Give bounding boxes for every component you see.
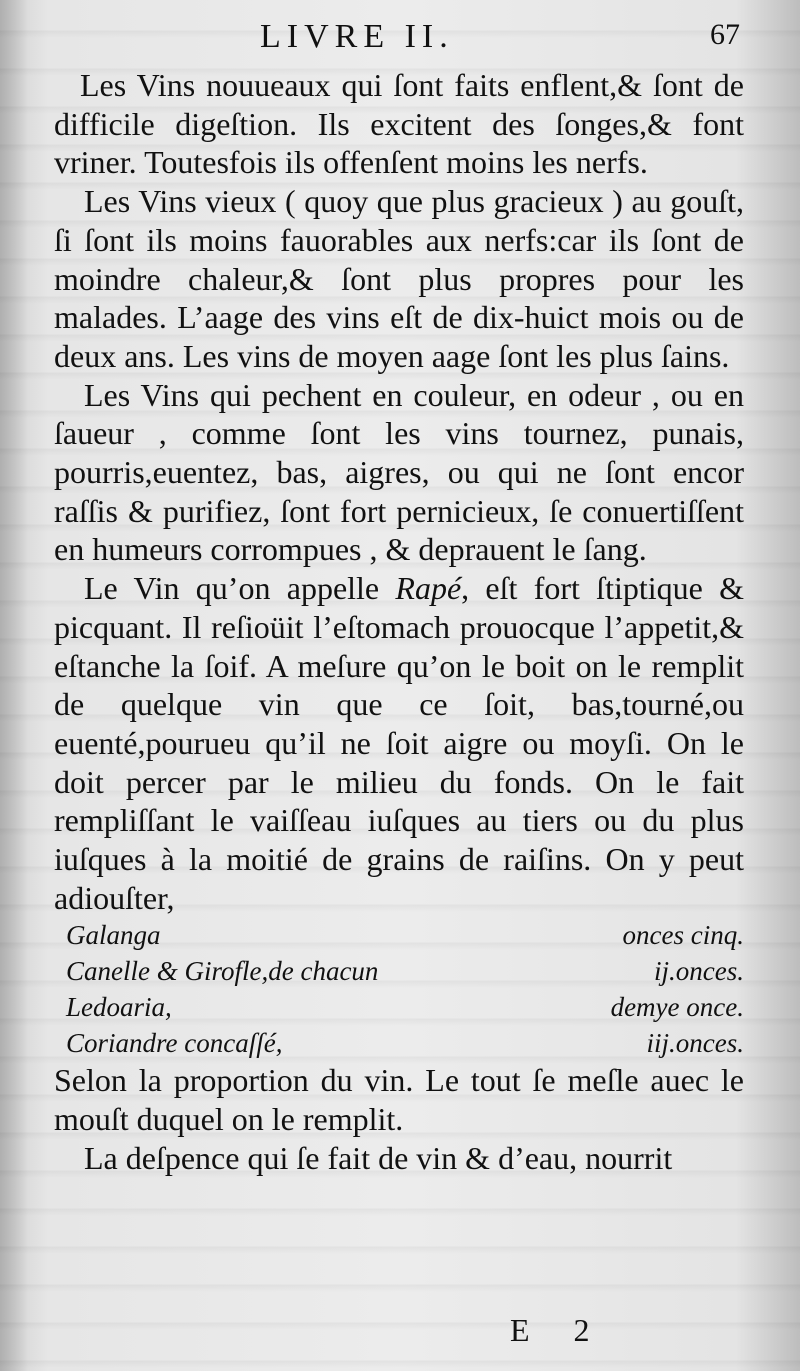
rape-term: Rapé — [395, 570, 462, 607]
recipe-row — [54, 917, 744, 953]
recipe-quantity: iij.onces. — [646, 1028, 744, 1059]
recipe-ingredient: Coriandre concaſſé, — [66, 1028, 283, 1059]
recipe-quantity: onces cinq. — [622, 920, 744, 951]
paragraph-new-wines: Les Vins nouueaux qui ſont faits enflent,& ſont de difficile digeſtion. Ils excitent des ſonges,& font vriner. Toutesfois ils offenſent moins les nerfs. — [54, 67, 744, 181]
recipe-ingredient: Canelle & Girofle,de chacun — [66, 956, 379, 987]
recipe-quantity: demye once. — [610, 992, 744, 1023]
recipe-ingredient: Ledoaria, — [66, 992, 172, 1023]
signature-mark: E 2 — [510, 1312, 608, 1348]
paragraph-old-wines: Les Vins vieux ( quoy que plus gracieux ) au gouſt, ſi ſont ils moins fauorables aux nerfs:car ils ſont de moindre chaleur,& ſont plus propres pour les malades. L’aage des vins eſt de dix-huict mois ou de deux ans. Les vins de moyen aage ſont les plus ſains. — [54, 183, 744, 374]
page-number: 67 — [710, 18, 740, 51]
rape-text-start: Le Vin qu’on appelle — [84, 570, 396, 607]
paragraph-proportion: Selon la proportion du vin. Le tout ſe meſle auec le mouſt duquel on le remplit. — [54, 1062, 744, 1138]
recipe-row — [54, 989, 744, 1025]
rape-text-rest: , eſt fort ſtiptique & picquant. Il reſioüit l’eſtomach prouocque l’appetit,& eſtanche la ſoif. A meſure qu’on le boit on le remplit de quelque vin que ce ſoit, bas,tourné,ou euenté,pourueu qu’il ne ſoit aigre ou moyſi. On le doit percer par le milieu du fonds. On le fait rempliſſant le vaiſſeau iuſques au tiers ou du plus iuſques à la moitié de grains de raiſins. On y peut adiouſter, — [54, 570, 744, 916]
running-head: LIVRE II. — [260, 18, 454, 55]
paragraph-spoiled-wines: Les Vins qui pechent en couleur, en odeur , ou en ſaueur , comme ſont les vins tournez, punais, pourris,euentez, bas, aigres, ou qui ne ſont encor raſſis & purifiez, ſont fort pernicieux, ſe conuertiſſent en humeurs corrompues , & deprauent le ſang. — [54, 376, 744, 568]
recipe-quantity: ij.onces. — [654, 956, 744, 987]
paragraph-expense: La deſpence qui ſe fait de vin & d’eau, nourrit — [84, 1139, 673, 1176]
recipe-list — [54, 917, 744, 1061]
recipe-row — [54, 1025, 744, 1061]
page-body — [54, 66, 744, 1178]
recipe-row — [54, 953, 744, 989]
page-header — [60, 14, 740, 64]
recipe-ingredient: Galanga — [66, 920, 161, 951]
paragraph-rape-wine — [54, 569, 744, 917]
